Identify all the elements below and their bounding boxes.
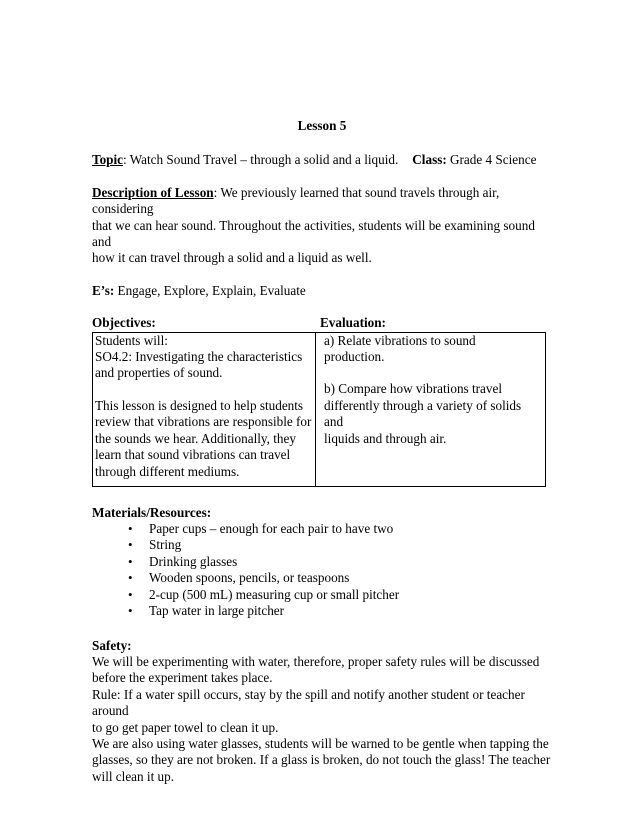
evaluation-header: Evaluation:	[320, 315, 386, 331]
list-item: • Wooden spoons, pencils, or teaspoons	[128, 570, 350, 586]
list-item: • Drinking glasses	[128, 553, 238, 569]
description-line: how it can travel through a solid and a liquid as well.	[92, 250, 372, 266]
description-label: Description of Lesson	[92, 184, 214, 200]
bullet-icon: •	[128, 603, 133, 619]
description-line: Description of Lesson: We previously learned that sound travels through air, considering	[92, 184, 500, 217]
evaluation-cell: a) Relate vibrations to sound production. b) Compare how vibrations travel differently through a variety of solids and liquids and through air.	[324, 332, 522, 446]
objectives-evaluation-table	[92, 332, 546, 487]
materials-header: Materials/Resources:	[92, 504, 212, 520]
description-line: that we can hear sound. Throughout the activities, students will be examining sound and	[92, 217, 535, 250]
bullet-icon: •	[128, 553, 133, 569]
materials-section	[92, 505, 552, 620]
objectives-cell: Students will: SO4.2: Investigating the characteristics and properties of sound. This lesson is designed to help students review that vibrations are responsible for the sounds we hear. Additionally, they learn that sound vibrations can travel through different mediums.	[93, 333, 316, 486]
bullet-icon: •	[128, 521, 133, 537]
topic-line	[92, 152, 552, 168]
objectives-header: Objectives:	[92, 315, 156, 331]
safety-header: Safety:	[92, 637, 132, 653]
safety-line: will clean it up.	[92, 768, 175, 784]
es-value: Engage, Explore, Explain, Evaluate	[114, 282, 306, 298]
bullet-icon: •	[128, 586, 133, 602]
class-value: Grade 4 Science	[446, 152, 537, 168]
list-item: • String	[128, 537, 182, 553]
topic-label: Topic	[92, 152, 124, 168]
bullet-icon: •	[128, 537, 133, 553]
class-label: Class:	[412, 152, 447, 168]
bullet-icon: •	[128, 570, 133, 586]
description-block	[92, 185, 552, 267]
topic-value: : Watch Sound Travel – through a solid and a liquid.	[123, 152, 399, 168]
materials-list	[92, 521, 552, 619]
safety-line: We will be experimenting with water, therefore, proper safety rules will be discussed	[92, 653, 540, 669]
list-item: • 2-cup (500 mL) measuring cup or small pitcher	[128, 586, 400, 602]
safety-line: glasses, so they are not broken. If a glass is broken, do not touch the glass! The teacher	[92, 752, 551, 768]
list-item: • Paper cups – enough for each pair to have two	[128, 521, 394, 537]
safety-line: We are also using water glasses, students will be warned to be gentle when tapping the	[92, 735, 549, 751]
es-line	[92, 283, 552, 299]
list-item: • Tap water in large pitcher	[128, 603, 285, 619]
safety-line: before the experiment takes place.	[92, 670, 273, 686]
safety-line: to go get paper towel to clean it up.	[92, 719, 279, 735]
lesson-title: Lesson 5	[297, 118, 347, 133]
safety-section	[92, 638, 552, 786]
es-label: E’s:	[92, 282, 115, 298]
table-header-row	[92, 315, 552, 331]
document-page	[92, 118, 552, 785]
safety-line: Rule: If a water spill occurs, stay by the spill and notify another student or teacher around	[92, 686, 525, 719]
